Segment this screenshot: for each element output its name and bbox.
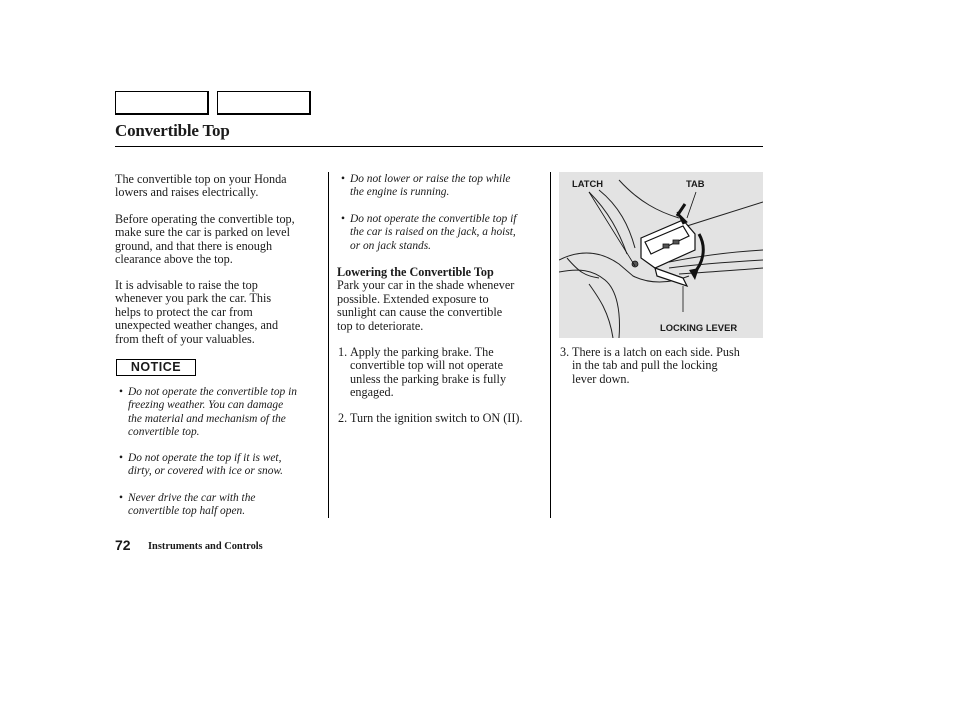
- step-number: 1.: [338, 345, 348, 359]
- notice-bullet: [119, 452, 284, 479]
- text-line: Turn the ignition switch to ON (II).: [350, 411, 523, 425]
- notice-label: NOTICE: [116, 359, 196, 376]
- bullet-icon: •: [119, 386, 123, 398]
- step-item: [338, 411, 523, 425]
- text-line: in the tab and pull the locking: [572, 358, 718, 373]
- text-line: the engine is running.: [350, 186, 450, 199]
- notice-bullet: [119, 386, 297, 440]
- text-line: Park your car in the shade whenever: [337, 278, 515, 293]
- text-line: freezing weather. You can damage: [128, 399, 284, 412]
- text-line: the car is raised on the jack, a hoist,: [350, 226, 516, 239]
- text-line: engaged.: [350, 385, 394, 400]
- text-line: possible. Extended exposure to: [337, 291, 489, 306]
- notice-bullet: [341, 213, 517, 253]
- text-line: helps to protect the car from: [115, 304, 253, 319]
- step-number: 2.: [338, 411, 348, 425]
- bullet-icon: •: [341, 213, 345, 225]
- text-line: Do not operate the convertible top in: [128, 386, 297, 398]
- bullet-icon: •: [341, 173, 345, 185]
- text-line: lowers and raises electrically.: [115, 185, 259, 200]
- notice-bullet: [341, 173, 511, 200]
- step-item: [560, 345, 740, 386]
- text-line: Before operating the convertible top,: [115, 212, 295, 226]
- header-tab-box-2: [217, 91, 311, 115]
- text-line: top to deteriorate.: [337, 318, 424, 333]
- latch-illustration: [559, 172, 763, 338]
- step-number: 3.: [560, 345, 570, 359]
- latch-drawing: [559, 172, 763, 338]
- column-divider-1: [328, 172, 329, 518]
- text-line: Apply the parking brake. The: [350, 345, 494, 359]
- section-name: Instruments and Controls: [148, 541, 263, 552]
- text-line: It is advisable to raise the top: [115, 278, 258, 292]
- text-line: from theft of your valuables.: [115, 331, 255, 346]
- locking-lever-label: LOCKING LEVER: [660, 322, 738, 333]
- text-line: dirty, or covered with ice or snow.: [128, 465, 284, 478]
- text-line: the material and mechanism of the: [128, 412, 286, 425]
- text-line: make sure the car is parked on level: [115, 225, 290, 240]
- text-line: whenever you park the car. This: [115, 291, 272, 306]
- text-line: or on jack stands.: [350, 239, 431, 252]
- text-line: unless the parking brake is fully: [350, 371, 507, 386]
- text-line: clearance above the top.: [115, 252, 233, 267]
- page-title: Convertible Top: [115, 121, 230, 140]
- latch-label: LATCH: [572, 178, 604, 189]
- text-line: There is a latch on each side. Push: [572, 345, 740, 359]
- title-rule: [115, 146, 763, 147]
- text-line: unexpected weather changes, and: [115, 318, 279, 333]
- bullet-icon: •: [119, 492, 123, 504]
- text-line: convertible top.: [128, 426, 200, 439]
- text-line: Do not operate the top if it is wet,: [128, 452, 282, 464]
- text-line: ground, and that there is enough: [115, 238, 273, 253]
- advisable-paragraph: [115, 279, 278, 346]
- section-subheading: Lowering the Convertible Top: [337, 265, 494, 279]
- text-line: convertible top half open.: [128, 505, 246, 518]
- column-divider-2: [550, 172, 551, 518]
- bullet-icon: •: [119, 452, 123, 464]
- step-item: [338, 345, 507, 400]
- text-line: Never drive the car with the: [128, 492, 256, 504]
- text-line: Do not lower or raise the top while: [350, 173, 511, 185]
- page-number: 72: [115, 537, 131, 553]
- text-line: lever down.: [572, 371, 630, 386]
- text-line: sunlight can cause the convertible: [337, 305, 503, 320]
- lowering-section: [337, 266, 514, 333]
- text-line: The convertible top on your Honda: [115, 172, 287, 186]
- intro-paragraph: [115, 173, 287, 200]
- notice-bullet: [119, 492, 256, 519]
- header-tab-box-1: [115, 91, 209, 115]
- before-operating-paragraph: [115, 213, 295, 267]
- tab-label: TAB: [686, 178, 705, 189]
- text-line: Do not operate the convertible top if: [350, 213, 517, 225]
- text-line: convertible top will not operate: [350, 358, 503, 373]
